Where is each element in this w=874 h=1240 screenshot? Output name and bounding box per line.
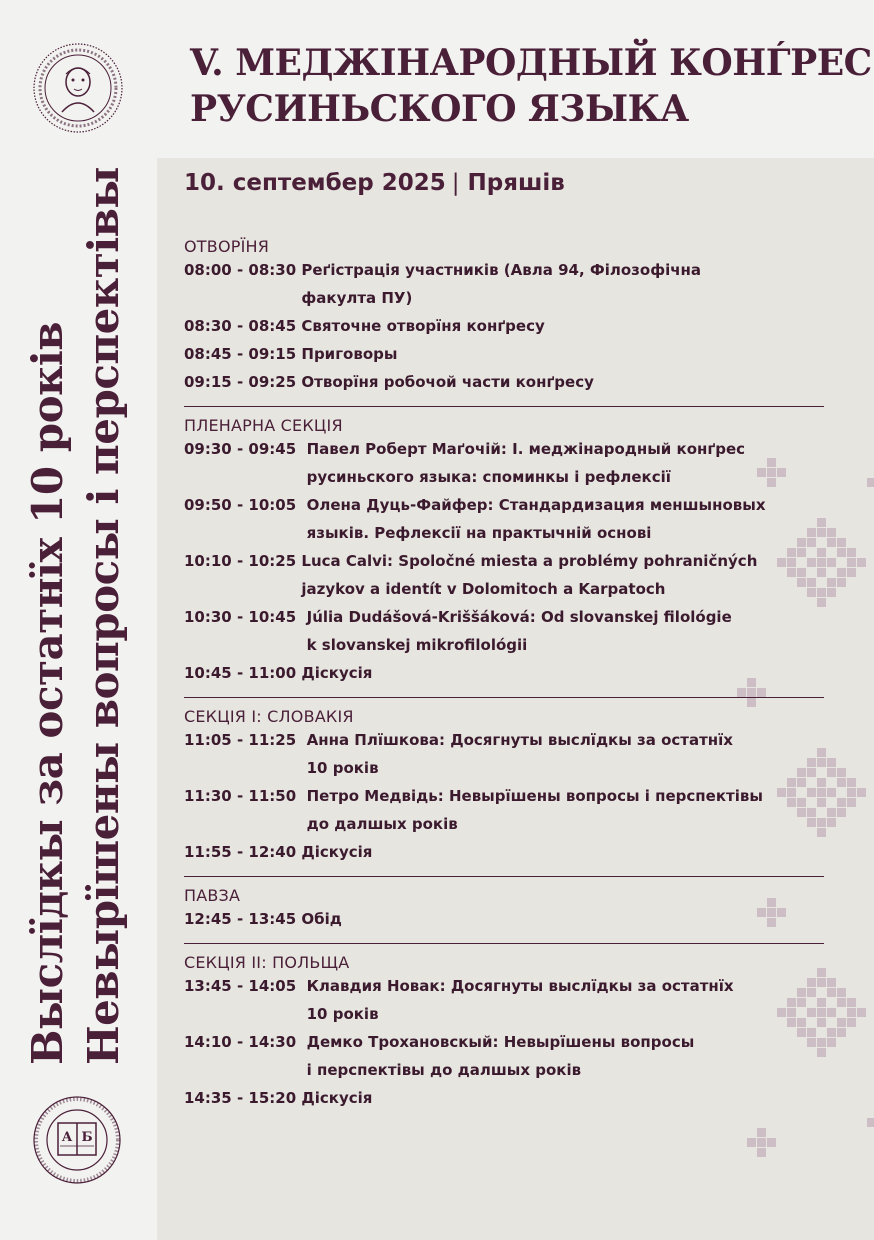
- schedule-text-line: Павел Роберт Маґочій: І. меджінародный конґрес: [306, 440, 746, 458]
- schedule-time: 11:05 - 11:25: [184, 731, 307, 749]
- svg-text:Б: Б: [81, 1130, 93, 1145]
- schedule-text-line: Олена Дуць-Файфер: Стандардизация меншыновых: [306, 496, 766, 514]
- schedule-time: 10:45 - 11:00: [184, 664, 302, 682]
- schedule-text-line: Демко Трохановскый: Невырїшены вопросы: [306, 1033, 695, 1051]
- schedule-item: [184, 368, 824, 396]
- schedule-item: [184, 838, 824, 866]
- schedule-time: 08:00 - 08:30: [184, 261, 302, 279]
- schedule-text: [307, 972, 824, 1028]
- schedule-text-line: Діскусія: [301, 664, 373, 682]
- schedule-item: [184, 491, 824, 547]
- schedule-text-line: Luca Calvi: Spoločné miesta a problémy pohraničných: [301, 552, 758, 570]
- schedule-item: [184, 603, 824, 659]
- event-date-place: [184, 170, 565, 196]
- section-divider: [184, 876, 824, 877]
- schedule-time: 12:45 - 13:45: [184, 910, 302, 928]
- schedule-text: [307, 603, 824, 659]
- schedule-text-line: k slovanskej mikrofilológii: [306, 636, 528, 654]
- schedule-text-line: Отворїня робочой части конґресу: [301, 373, 594, 391]
- schedule-time: 13:45 - 14:05: [184, 977, 307, 995]
- schedule-text-line: Júlia Dudášová-Kriššáková: Od slovanskej filológie: [306, 608, 732, 626]
- schedule-text-line: языків. Рефлексії на практычній основі: [306, 524, 652, 542]
- program-section: [184, 409, 824, 687]
- schedule-text-line: факулта ПУ): [301, 289, 413, 307]
- schedule-text: [307, 491, 824, 547]
- schedule-text: [307, 782, 824, 838]
- date-separator: |: [451, 170, 460, 196]
- schedule-text-line: 10 років: [306, 759, 379, 777]
- schedule-time: 10:30 - 10:45: [184, 608, 307, 626]
- schedule-text: [301, 838, 824, 866]
- schedule-time: 08:45 - 09:15: [184, 345, 302, 363]
- schedule-text: [301, 1084, 824, 1112]
- schedule-item: [184, 972, 824, 1028]
- schedule-time: 09:50 - 10:05: [184, 496, 307, 514]
- schedule-time: 08:30 - 08:45: [184, 317, 302, 335]
- schedule-item: [184, 340, 824, 368]
- schedule-time: 14:10 - 14:30: [184, 1033, 307, 1051]
- schedule-text: [301, 905, 824, 933]
- schedule-time: 09:15 - 09:25: [184, 373, 302, 391]
- schedule-text: [307, 726, 824, 782]
- schedule-text: [301, 368, 824, 396]
- schedule-text: [307, 435, 824, 491]
- event-date: 10. септембер 2025: [184, 170, 446, 196]
- schedule-item: [184, 782, 824, 838]
- program-section: [184, 230, 824, 396]
- schedule-text-line: Анна Плїшкова: Досягнуты выслїдкы за остатнїх: [306, 731, 733, 749]
- section-title: ОТВОРЇНЯ: [184, 237, 270, 256]
- section-title: ПАВЗА: [184, 886, 241, 905]
- section-title: СЕКЦІЯ І: СЛОВАКІЯ: [184, 707, 354, 726]
- section-divider: [184, 406, 824, 407]
- schedule-text-line: Реґістрація участників (Авла 94, Філозофічна: [301, 261, 702, 279]
- section-divider: [184, 943, 824, 944]
- schedule-text-line: русиньского языка: споминкы і рефлексії: [306, 468, 671, 486]
- page-title: [190, 40, 872, 132]
- schedule-item: [184, 659, 824, 687]
- program-schedule: [184, 230, 824, 1112]
- section-divider: [184, 697, 824, 698]
- vertical-subtitle: [20, 167, 132, 1065]
- schedule-text-line: Святочне отворїня конґресу: [301, 317, 545, 335]
- schedule-item: [184, 726, 824, 782]
- vertical-subtitle-line-2: Невырїшены вопросы і перспектівы: [79, 167, 128, 1065]
- institute-seal-icon: [32, 1095, 122, 1185]
- schedule-item: [184, 1028, 824, 1084]
- schedule-time: 11:55 - 12:40: [184, 843, 302, 861]
- program-section: [184, 879, 824, 933]
- schedule-text: [307, 1028, 824, 1084]
- schedule-time: 10:10 - 10:25: [184, 552, 302, 570]
- schedule-item: [184, 547, 824, 603]
- schedule-time: 09:30 - 09:45: [184, 440, 307, 458]
- schedule-text-line: jazykov a identít v Dolomitoch a Karpatoch: [301, 580, 666, 598]
- vertical-subtitle-line-1: Выслїдкы за остатнїх 10 років: [23, 321, 72, 1065]
- university-seal-icon: [32, 42, 124, 134]
- schedule-text-line: до далшых років: [306, 815, 458, 833]
- schedule-text: [301, 659, 824, 687]
- schedule-item: [184, 435, 824, 491]
- title-line-2: РУСИНЬСКОГО ЯЗЫКА: [190, 88, 689, 130]
- schedule-item: [184, 1084, 824, 1112]
- schedule-item: [184, 905, 824, 933]
- schedule-text-line: Діскусія: [301, 1089, 373, 1107]
- schedule-text-line: Діскусія: [301, 843, 373, 861]
- schedule-text: [301, 340, 824, 368]
- schedule-item: [184, 256, 824, 312]
- schedule-time: 14:35 - 15:20: [184, 1089, 302, 1107]
- title-line-1: V. МЕДЖІНАРОДНЫЙ КОНЃРЕС: [190, 42, 872, 84]
- program-section: [184, 700, 824, 866]
- schedule-text: [301, 547, 824, 603]
- section-title: СЕКЦІЯ ІІ: ПОЛЬЩА: [184, 953, 350, 972]
- schedule-text-line: Петро Медвідь: Невырїшены вопросы і перспектівы: [306, 787, 763, 805]
- schedule-text-line: 10 років: [306, 1005, 379, 1023]
- schedule-text: [301, 256, 824, 312]
- section-title: ПЛЕНАРНА СЕКЦІЯ: [184, 416, 343, 435]
- schedule-text-line: Приговоры: [301, 345, 398, 363]
- schedule-item: [184, 312, 824, 340]
- schedule-text-line: Обід: [301, 910, 342, 928]
- svg-text:А: А: [61, 1130, 73, 1145]
- schedule-time: 11:30 - 11:50: [184, 787, 307, 805]
- schedule-text: [301, 312, 824, 340]
- schedule-text-line: Клавдия Новак: Досягнуты выслїдкы за остатнїх: [306, 977, 734, 995]
- schedule-text-line: і перспектівы до далшых років: [306, 1061, 582, 1079]
- program-section: [184, 946, 824, 1112]
- event-place: Пряшів: [467, 170, 565, 196]
